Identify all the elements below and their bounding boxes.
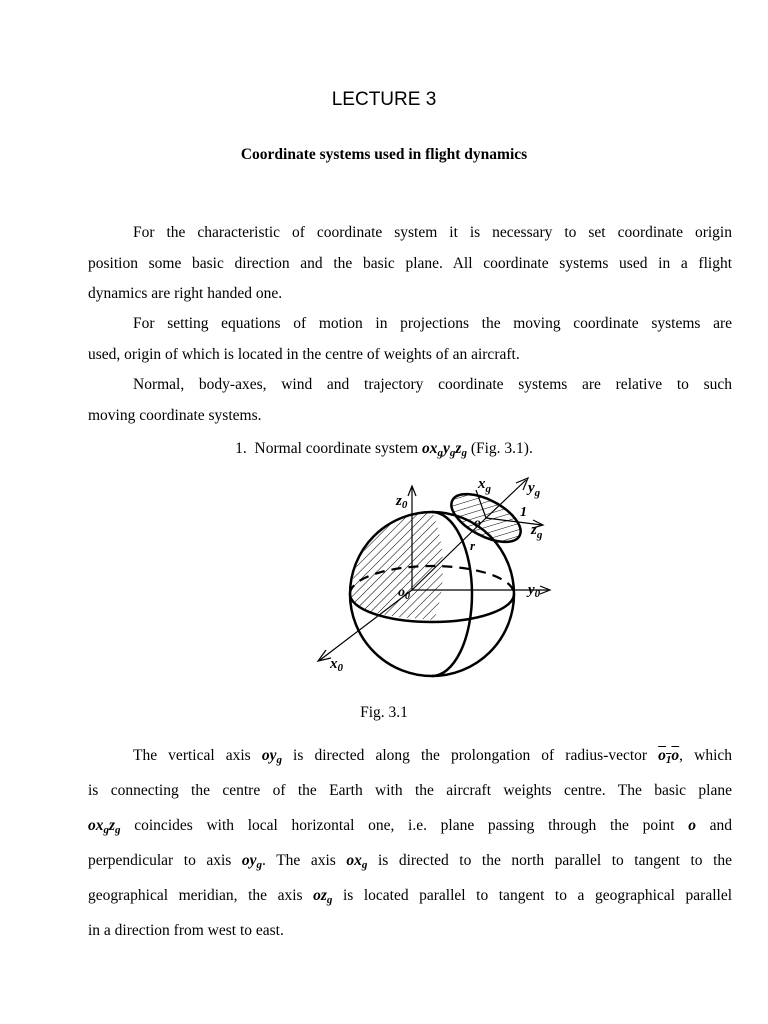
normal-system-symbol: $ox_gy_gz_g$ [422, 440, 467, 459]
section-title: Coordinate systems used in flight dynamics [240, 146, 528, 163]
label-x0: $x_0$ [330, 656, 343, 674]
paragraph-1-line-3: dynamics are right handed one. [88, 285, 283, 302]
body-line-2: is connecting the centre of the Earth with the aircraft weights centre. The basic plane [88, 782, 732, 799]
paragraph-2-line-2: used, origin of which is located in the centre of weights of an aircraft. [88, 345, 520, 363]
paragraph-3-line-1: Normal, body-axes, wind and trajectory coordinate systems are relative to such [133, 376, 732, 393]
label-xg: $x_g$ [478, 476, 491, 495]
axis-oyg-symbol-2: $oy_g$ [241, 852, 263, 871]
label-one: 1 [520, 505, 527, 520]
body-line-5b: is located parallel to tangent to a geographical parallel [342, 887, 733, 904]
label-r: r [470, 538, 476, 553]
label-y0: $y_0$ [528, 582, 541, 600]
body-line-1c: , which [679, 747, 733, 764]
body-line-4b: . The axis [262, 852, 336, 869]
label-yg: $y_g$ [528, 480, 541, 499]
body-line-1b: is directed along the prolongation of radius-vector [293, 747, 648, 764]
paragraph-2 [88, 309, 732, 370]
paragraph-1-line-1: For the characteristic of coordinate system it is necessary to set coordinate origin [133, 224, 732, 241]
body-paragraph [88, 738, 732, 948]
item-1-heading [0, 436, 768, 462]
paragraph-3-line-2: moving coordinate systems. [88, 406, 262, 424]
label-zg: $z_g$ [531, 522, 543, 541]
item-1-number: 1. [235, 440, 247, 457]
body-line-4c: is directed to the north parallel to tangent to the [377, 852, 733, 869]
paragraph-3 [88, 370, 732, 431]
body-line-3a: coincides with local horizontal one, i.e. plane passing through the point [134, 817, 675, 834]
body-line-1a: The vertical axis [133, 747, 251, 764]
item-1-text: Normal coordinate system [254, 440, 419, 457]
axis-ozg-symbol: $oz_g$ [313, 887, 333, 906]
figure-reference: (Fig. 3.1). [470, 440, 533, 457]
body-line-5a: geographical meridian, the axis [88, 887, 303, 904]
label-z0: $z_0$ [396, 493, 408, 511]
plane-oxgzg-symbol: $ox_gz_g$ [88, 817, 121, 836]
label-o0: $o_0$ [398, 585, 410, 602]
paragraph-1-line-2: position some basic direction and the basic plane. All coordinate systems used in a flight [88, 254, 732, 272]
label-o: o [474, 516, 481, 531]
body-line-3b: and [709, 817, 733, 834]
radius-vector-symbol: $o_1o$ [658, 747, 680, 766]
body-line-4a: perpendicular to axis [88, 852, 232, 869]
paragraph-1 [88, 218, 732, 310]
coordinate-system-figure [300, 470, 560, 685]
paragraph-2-line-1: For setting equations of motion in projections the moving coordinate systems are [133, 315, 732, 332]
axis-oxg-symbol: $ox_g$ [346, 852, 368, 871]
axis-oyg-symbol: $oy_g$ [261, 747, 282, 766]
figure-caption: Fig. 3.1 [360, 704, 408, 721]
lecture-title: LECTURE 3 [331, 89, 437, 110]
body-line-6: in a direction from west to east. [88, 922, 284, 939]
point-o-symbol: o [688, 817, 696, 834]
